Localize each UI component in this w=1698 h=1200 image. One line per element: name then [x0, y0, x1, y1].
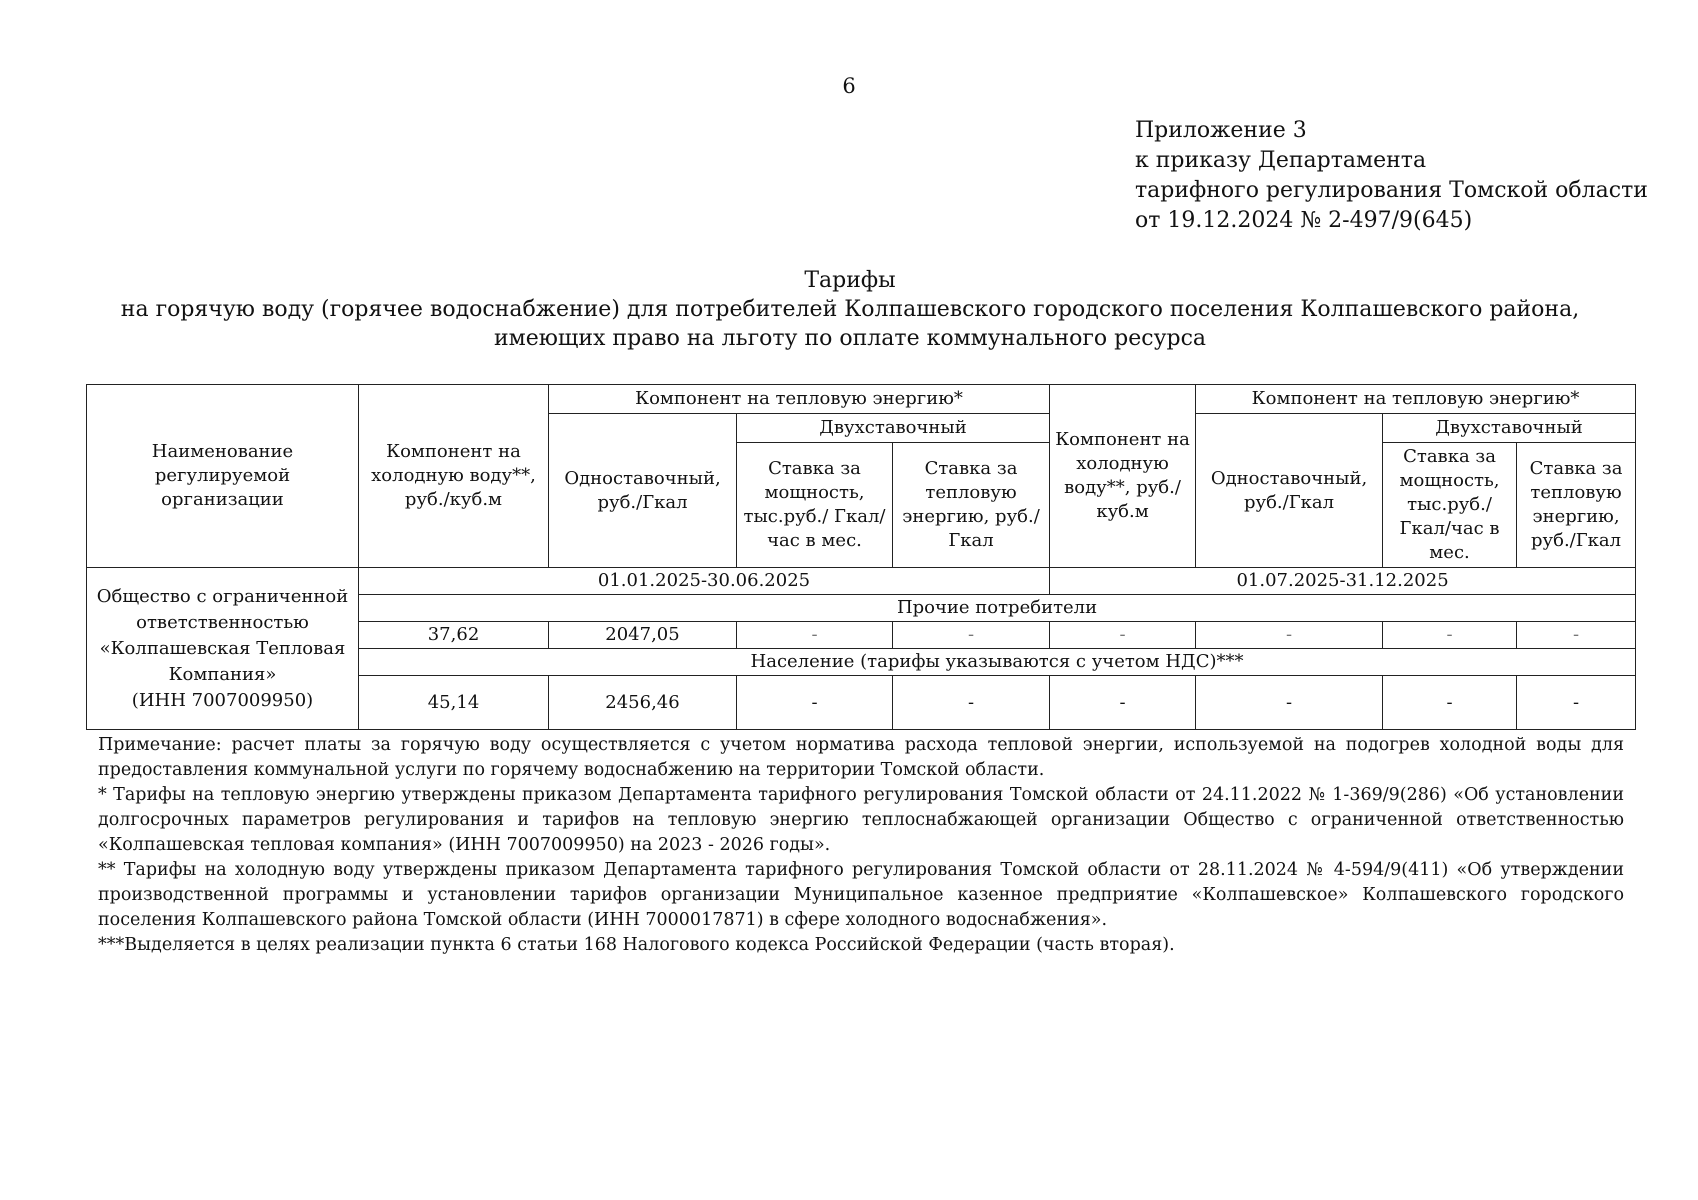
- table-cell: 2456,46: [549, 676, 737, 730]
- header-cold-water-2: Компонент на холодную воду**, руб./куб.м: [1050, 385, 1196, 568]
- notes-block: [98, 733, 1624, 958]
- table-cell: -: [893, 622, 1050, 649]
- table-cell: -: [1383, 676, 1517, 730]
- header-cold-water-1: Компонент на холодную воду**, руб./куб.м: [359, 385, 549, 568]
- table-cell: -: [893, 676, 1050, 730]
- period-1: 01.01.2025-30.06.2025: [359, 568, 1050, 595]
- header-energy-rate-1: Ставка за тепловую энергию, руб./Гкал: [893, 443, 1050, 568]
- table-cell: -: [737, 676, 893, 730]
- tariffs-table: [86, 384, 1636, 730]
- period-2: 01.07.2025-31.12.2025: [1050, 568, 1636, 595]
- header-single-rate-2: Одноставочный, руб./Гкал: [1196, 414, 1383, 568]
- note-vat: ***Выделяется в целях реализации пункта 6 статьи 168 Налогового кодекса Российской Федерации (часть вторая).: [98, 935, 1175, 955]
- note-main: Примечание: расчет платы за горячую воду осуществляется с учетом норматива расхода тепловой энергии, используемой на подогрев холодной воды для предоставления коммунальной услуги по горячему водоснабжению на территории Томской области.: [98, 735, 1624, 780]
- table-cell: 37,62: [359, 622, 549, 649]
- header-capacity-rate-1: Ставка за мощность, тыс.руб./ Гкал/час в мес.: [737, 443, 893, 568]
- group-other-consumers: Прочие потребители: [359, 595, 1636, 622]
- appendix-line-4: от 19.12.2024 № 2-497/9(645): [1135, 208, 1473, 233]
- table-cell: 2047,05: [549, 622, 737, 649]
- table-cell: 45,14: [359, 676, 549, 730]
- header-two-rate-2: Двухставочный: [1383, 414, 1636, 443]
- page-number: 6: [842, 74, 856, 98]
- document-title: [80, 266, 1620, 353]
- header-energy-rate-2: Ставка за тепловую энергию, руб./Гкал: [1517, 443, 1636, 568]
- note-cold-water-tariff: ** Тарифы на холодную воду утверждены приказом Департамента тарифного регулирования Томской области от 28.11.2024 № 4-594/9(411) «Об утверждении производственной программы и установлении тарифов организации Муниципальное казенное предприятие «Колпашевское» Колпашевского городского поселения Колпашевского района Томской области (ИНН 7000017871) в сфере холодного водоснабжения».: [98, 860, 1624, 930]
- title-line-3: имеющих право на льготу по оплате коммунального ресурса: [493, 326, 1207, 351]
- org-line-1: Общество с ограниченной ответственностью: [96, 585, 349, 633]
- title-line-2: на горячую воду (горячее водоснабжение) для потребителей Колпашевского городского поселения Колпашевского района,: [120, 297, 1580, 322]
- table-cell: -: [1517, 676, 1636, 730]
- appendix-block: [1135, 116, 1648, 236]
- table-cell: -: [1517, 622, 1636, 649]
- title-line-1: Тарифы: [804, 268, 896, 293]
- table-cell: -: [1196, 676, 1383, 730]
- header-org-name: Наименование регулируемой организации: [87, 385, 359, 568]
- header-heat-component-2: Компонент на тепловую энергию*: [1196, 385, 1636, 414]
- appendix-line-1: Приложение 3: [1135, 118, 1307, 143]
- table-cell: -: [1383, 622, 1517, 649]
- header-two-rate-1: Двухставочный: [737, 414, 1050, 443]
- table-cell: -: [737, 622, 893, 649]
- appendix-line-2: к приказу Департамента: [1135, 148, 1427, 173]
- table-cell: -: [1050, 676, 1196, 730]
- header-heat-component-1: Компонент на тепловую энергию*: [549, 385, 1050, 414]
- table-cell: -: [1196, 622, 1383, 649]
- note-heat-tariff: * Тарифы на тепловую энергию утверждены приказом Департамента тарифного регулирования Томской области от 24.11.2022 № 1-369/9(286) «Об установлении долгосрочных параметров регулирования и тарифов на тепловую энергию теплоснабжающей организации Общество с ограниченной ответственностью «Колпашевская тепловая компания» (ИНН 7007009950) на 2023 - 2026 годы».: [98, 785, 1624, 855]
- org-line-2: «Колпашевская Тепловая Компания»: [99, 637, 346, 685]
- org-line-3: (ИНН 7007009950): [131, 689, 314, 711]
- table-cell: -: [1050, 622, 1196, 649]
- header-capacity-rate-2: Ставка за мощность, тыс.руб./ Гкал/час в мес.: [1383, 443, 1517, 568]
- appendix-line-3: тарифного регулирования Томской области: [1135, 178, 1648, 203]
- org-name-cell: [87, 568, 359, 730]
- header-single-rate-1: Одноставочный, руб./Гкал: [549, 414, 737, 568]
- group-population: Население (тарифы указываются с учетом НДС)***: [359, 649, 1636, 676]
